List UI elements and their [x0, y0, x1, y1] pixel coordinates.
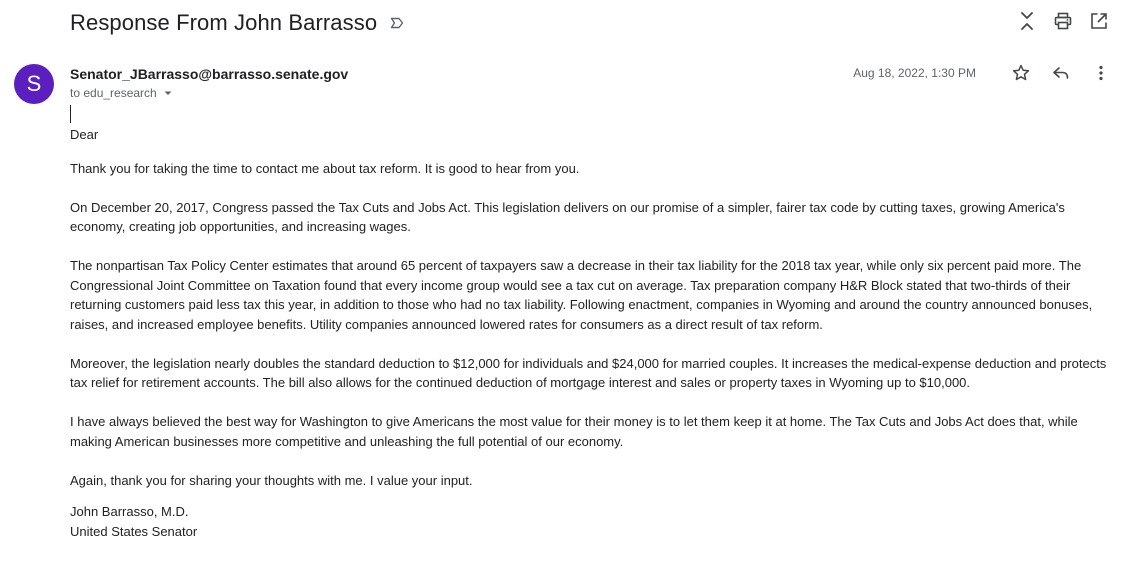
reply-icon[interactable] — [1050, 62, 1072, 84]
signature-name: John Barrasso, M.D. — [70, 504, 189, 519]
open-in-new-window-icon[interactable] — [1088, 10, 1110, 32]
greeting: Dear — [70, 127, 99, 142]
signature-title: United States Senator — [70, 524, 198, 539]
body-paragraph: I have always believed the best way for Washington to give Americans the most value for their money is to let them keep it at home. The Tax Cuts and Jobs Act does that, while making American businesses more competitive and unleashing the full potential of our economy. — [70, 414, 1078, 449]
sender-email[interactable]: Senator_JBarrasso@barrasso.senate.gov — [70, 66, 349, 82]
body-paragraph: Moreover, the legislation nearly doubles the standard deduction to $12,000 for individuals and $24,000 for married couples. It increases the medical-expense deduction and protects tax relief for retirement accounts. The bill also allows for the continued deduction of mortgage interest and sales or property taxes in Wyoming up to $10,000. — [70, 355, 1107, 390]
collapse-all-icon[interactable] — [1016, 10, 1038, 32]
recipient-details-toggle[interactable] — [70, 86, 173, 100]
message-date: Aug 18, 2022, 1:30 PM — [853, 66, 976, 80]
body-paragraph: On December 20, 2017, Congress passed the Tax Cuts and Jobs Act. This legislation delivers on our promise of a simpler, fairer tax code by cutting taxes, growing America's economy, creating job opportunities, and increasing wages. — [70, 199, 1065, 234]
body-paragraph: Thank you for taking the time to contact me about tax reform. It is good to hear from you. — [70, 160, 580, 176]
email-subject: Response From John Barrasso — [70, 10, 378, 35]
label-outline-icon[interactable] — [389, 15, 405, 31]
top-actions — [1016, 10, 1110, 32]
more-vertical-icon[interactable] — [1090, 62, 1112, 84]
star-outline-icon[interactable] — [1010, 62, 1032, 84]
signature — [70, 502, 1115, 542]
avatar-initial: S — [26, 71, 42, 96]
caret-down-icon[interactable] — [163, 88, 173, 98]
sender-avatar[interactable] — [14, 64, 54, 104]
message-body — [70, 125, 1115, 542]
body-paragraph: The nonpartisan Tax Policy Center estimates that around 65 percent of taxpayers saw a decrease in their tax liability for the 2018 tax year, while only six percent paid more. The Congressional Joint Committee on Taxation found that every income group would see a tax cut on average. Tax preparation company H&R Block stated that two-thirds of their returning customers paid less tax this year, in addition to those who had no tax liability. Following enactment, companies in Wyoming and around the country announced bonuses, raises, and increased employee benefits. Utility companies announced lowered rates for consumers as a direct result of tax reform. — [70, 258, 1093, 332]
message-meta — [853, 62, 1112, 84]
subject-row — [70, 8, 405, 38]
print-icon[interactable] — [1052, 10, 1074, 32]
recipient-text: to edu_research — [70, 86, 157, 100]
text-cursor — [70, 105, 71, 123]
body-paragraph: Again, thank you for sharing your thoughts with me. I value your input. — [70, 472, 473, 488]
